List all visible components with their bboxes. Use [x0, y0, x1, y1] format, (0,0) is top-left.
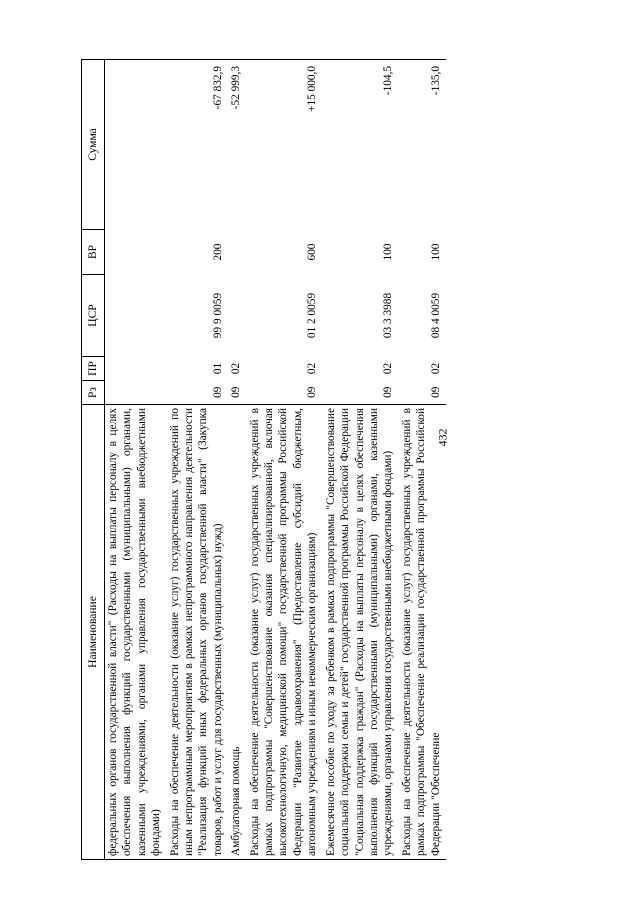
row-rz: 09 [211, 386, 224, 398]
table-row [247, 60, 323, 860]
row-pr: 01 [211, 362, 224, 375]
table-row [167, 60, 229, 860]
row-rz: 09 [306, 386, 319, 398]
row-name: Расходы на обеспечение деятельности (оказание услуг) государственных учреждений в рамках подпрограммы "Обеспечение реализации государственной программы Российской Федерации "Обеспечение [399, 405, 446, 860]
row-vr [105, 230, 167, 275]
header-sum: Сумма [82, 60, 105, 230]
row-csr: 01 2 0059 [306, 292, 319, 339]
row-pr: 02 [429, 362, 442, 375]
budget-table [81, 59, 446, 860]
table-row [323, 60, 399, 860]
row-rz: 09 [230, 386, 243, 398]
row-name: Расходы на обеспечение деятельности (оказание услуг) государственных учреждений в рамках подпрограммы "Совершенствование оказания специализированной, включая высокотехнологичную, медицинской помощи" государственной программы Российской Федерации "Развитие здравоохранения" (Предоставление субсидий бюджетным, автономным учреждениям и иным некоммерческим организациям) [247, 405, 323, 860]
row-sum [105, 60, 167, 230]
row-vr: 200 [211, 243, 224, 261]
row-name: Амбулаторная помощь [228, 405, 246, 860]
row-vr: 100 [382, 243, 395, 261]
row-pr: 02 [306, 362, 319, 375]
row-csr: 03 3 3988 [382, 292, 395, 339]
row-sum: -104,5 [323, 60, 399, 230]
table-row [228, 60, 246, 860]
row-rz: 09 [382, 386, 395, 398]
rotated-page-content [81, 60, 640, 860]
row-name: федеральных органов государственной власти" (Расходы на выплаты персоналу в целях обеспечения выполнения функций государственными (муниципальными) органами, казенными учреждениями, органами управления государственными внебюджетными фондами) [105, 405, 167, 860]
header-rz: Рз [82, 381, 105, 405]
row-pr: 02 [230, 362, 243, 375]
row-sum: -135,0 [399, 60, 446, 230]
header-pr: ПР [82, 357, 105, 381]
row-vr: 100 [429, 243, 442, 261]
row-rz: 09 [429, 386, 442, 398]
table-row [399, 60, 446, 860]
row-csr: 08 4 0059 [429, 292, 442, 339]
row-vr [228, 230, 246, 275]
row-csr [228, 275, 246, 357]
row-vr: 600 [306, 243, 319, 261]
row-name: Ежемесячное пособие по уходу за ребенком в рамках подпрограммы "Совершенствование социальной поддержки семьи и детей" государственной программы Российской Федерации "Социальная поддержка граждан" (Расходы на выплаты персоналу в целях обеспечения выполнения функций государственными (муниципальными) органами, казенными учреждениями, органами управления государственными внебюджетными фондами) [323, 405, 399, 860]
page-number: 432 [435, 428, 450, 447]
header-csr: ЦСР [82, 275, 105, 357]
row-name: Расходы на обеспечение деятельности (оказание услуг) государственных учреждений по иным непрограммным мероприятиям в рамках непрограммного направления деятельности "Реализация функций иных федеральных органов государственной власти" (Закупка товаров, работ и услуг для государственных (муниципальных) нужд) [167, 405, 229, 860]
row-csr [105, 275, 167, 357]
row-sum: +15 000,0 [247, 60, 323, 230]
row-sum: -52 999,3 [228, 60, 246, 230]
header-name: Наименование [82, 405, 105, 860]
row-pr [105, 357, 167, 381]
header-vr: ВР [82, 230, 105, 275]
row-csr: 99 9 0059 [211, 292, 224, 339]
row-sum: -67 832,9 [167, 60, 229, 230]
row-rz [105, 381, 167, 405]
table-header-row [82, 60, 105, 860]
table-row [105, 60, 167, 860]
row-pr: 02 [382, 362, 395, 375]
